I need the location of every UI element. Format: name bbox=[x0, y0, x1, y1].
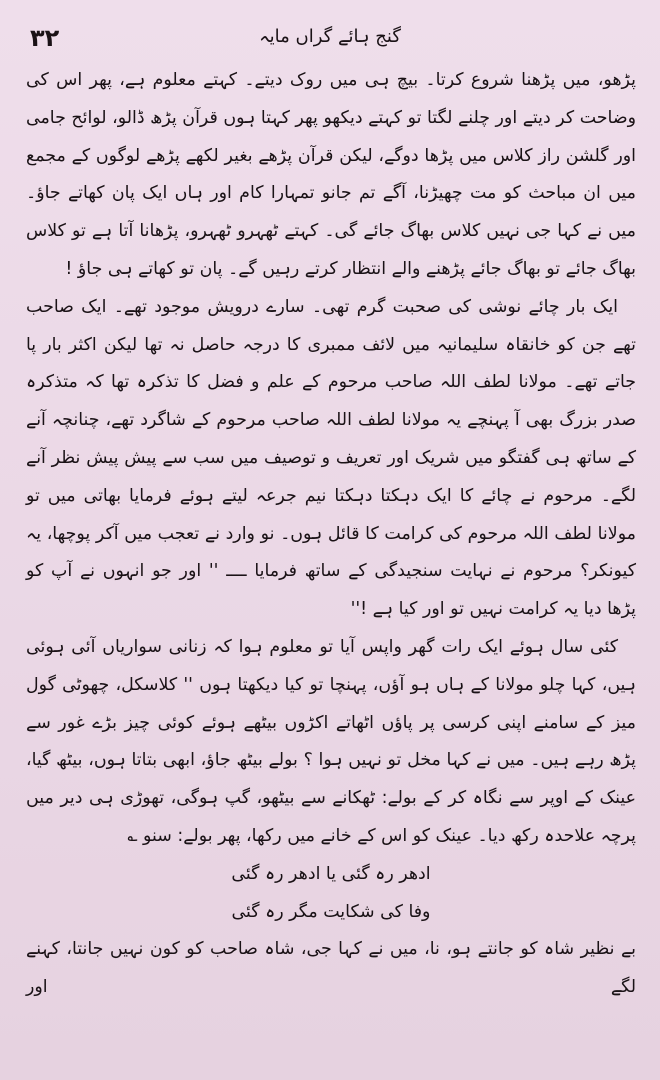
verse-line: ادھر رہ گئی یا ادھر رہ گئی bbox=[231, 863, 431, 884]
paragraph: کئی سال ہوئے ایک رات گھر واپس آیا تو معلوم ہوا کہ زنانی سواریاں آئی ہوئی ہیں، کہا چلو مولانا کے ہاں ہو آؤں، پہنچا تو کیا دیکھتا ہوں '' کلاسکل، چھوٹی گول میز کے سامنے اپنی کرسی پر پاؤں اٹھاتے اکڑوں بیٹھے ہوئے کوئی چیز بڑے غور سے پڑھ رہے ہیں۔ میں نے کہا مخل تو نہیں ہوا ؟ بولے بیٹھ جاؤ، ابھی بتاتا ہوں، بیٹھ گیا، عینک کے اوپر سے نگاہ کر کے بولے: ٹھکانے سے بیٹھو، گپ ہوگی، تھوڑی ہی دیر میں پرچہ علاحدہ رکھ دیا۔ عینک کو اس کے خانے میں رکھا، پھر بولے: سنو ؎ bbox=[26, 636, 636, 846]
paragraph: پڑھو، میں پڑھنا شروع کرتا۔ بیچ ہی میں روک دیتے۔ کہتے معلوم ہے، پھر اس کی وضاحت کر دیتے اور چلنے لگتا تو کہتے دیکھو پھر کہتا ہوں قرآن پڑھ ڈالو، لوائح جامی اور گلشن راز کلاس میں پڑھا دوگے، لیکن قرآن پڑھے بغیر لکھے پڑھے لوگوں کے مجمع میں ان مباحث کو مت چھیڑنا، آگے تم جانو تمہارا کام اور ہاں ایک پان کھاتے جاؤ۔ میں نے کہا جی نہیں کلاس بھاگ جائے گی۔ کہتے ٹھہرو ٹھہرو، پڑھانا آتا ہے تو کلاس بھاگ جائے تو بھاگ جائے پڑھنے والے انتظار کرتے رہیں گے۔ پان تو کھاتے ہی جاؤ ! bbox=[26, 70, 636, 279]
page-number: ۳۲ bbox=[30, 24, 60, 52]
running-title: گنج ہائے گراں مایہ bbox=[259, 26, 401, 47]
closing-line-text: بے نظیر شاہ کو جانتے ہو، نا، میں نے کہا جی، شاہ صاحب کو کون نہیں جانتا، کہنے لگے اور bbox=[26, 939, 636, 998]
closing-line bbox=[26, 931, 636, 1007]
page-body bbox=[26, 62, 636, 1007]
verse-line: وفا کی شکایت مگر رہ گئی bbox=[231, 901, 431, 922]
paragraph: ایک بار چائے نوشی کی صحبت گرم تھی۔ سارے درویش موجود تھے۔ ایک صاحب تھے جن کو خانقاہ سلیمانیہ میں لائف ممبری کا درجہ حاصل نہ تھا لیکن اکثر بار پا جاتے تھے۔ مولانا لطف اللہ صاحب مرحوم کے علم و فضل کا تذکرہ تھا کہ متذکرہ صدر بزرگ بھی آ پہنچے یہ مولانا لطف اللہ صاحب مرحوم کے شاگرد تھے، چنانچہ آنے کے ساتھ ہی گفتگو میں شریک اور تعریف و توصیف میں سب سے پیش پیش نظر آنے لگے۔ مرحوم نے چائے کا ایک دہکتا دہکتا نیم جرعہ لیتے ہوئے فرمایا بھاتی میں تو مولانا لطف اللہ مرحوم کی کرامت کا قائل ہوں۔ نو وارد نے تعجب میں آکر پوچھا، یہ کیونکر؟ مرحوم نے نہایت سنجیدگی کے ساتھ فرمایا ــــ '' اور جو انہوں نے آپ کو پڑھا دیا یہ کرامت نہیں تو اور کیا ہے !'' bbox=[26, 296, 636, 620]
page-header bbox=[30, 24, 630, 60]
